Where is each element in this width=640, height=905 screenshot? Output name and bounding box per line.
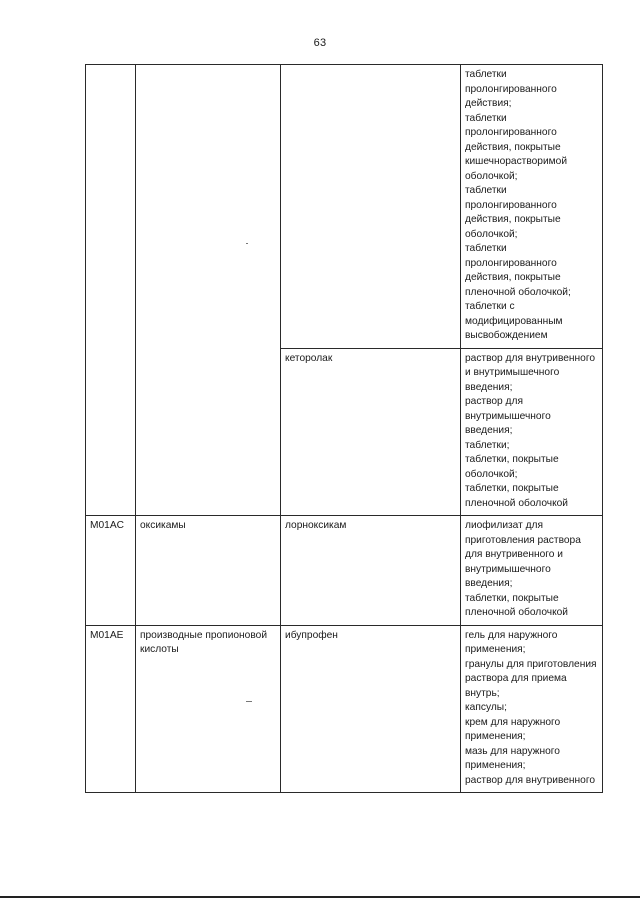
dosage-form: таблетки, покрытые оболочкой;	[465, 454, 559, 480]
scan-edge-line	[0, 896, 640, 898]
scan-speck	[246, 701, 252, 702]
dosage-form: крем для наружного применения;	[465, 716, 561, 742]
dosage-form: таблетки, покрытые пленочной оболочкой	[465, 592, 568, 618]
inn-cell: лорноксикам	[281, 516, 461, 626]
inn-cell: кеторолак	[281, 348, 461, 516]
dosage-form: гранулы для приготовления раствора для приема внутрь;	[465, 658, 597, 699]
dosage-form: гель для наружного применения;	[465, 629, 558, 655]
dosage-form: таблетки, покрытые пленочной оболочкой	[465, 483, 568, 509]
inn-cell	[281, 65, 461, 349]
table-row	[86, 625, 603, 793]
dosage-forms-cell	[461, 348, 603, 516]
dosage-form: таблетки пролонгированного действия, покрытые пленочной оболочкой;	[465, 243, 571, 298]
dosage-forms-cell	[461, 625, 603, 793]
atc-code-cell: M01AE	[86, 625, 136, 793]
dosage-form: таблетки с модифицированным высвобождением	[465, 301, 563, 341]
atc-code-cell: M01AC	[86, 516, 136, 626]
inn-cell: ибупрофен	[281, 625, 461, 793]
dosage-form: раствор для внутривенного	[465, 774, 595, 786]
dosage-form: таблетки;	[465, 439, 510, 451]
group-cell: производные пропионовой кислоты	[136, 625, 281, 793]
dosage-form: таблетки пролонгированного действия;	[465, 69, 557, 109]
drug-table	[85, 64, 603, 793]
dosage-form: лиофилизат для приготовления раствора для внутривенного и внутримышечного введения;	[465, 520, 581, 589]
group-cell: оксикамы	[136, 516, 281, 626]
table-row	[86, 516, 603, 626]
dosage-forms-cell	[461, 65, 603, 349]
dosage-form: таблетки пролонгированного действия, покрытые кишечнорастворимой оболочкой;	[465, 112, 568, 182]
dosage-form: мазь для наружного применения;	[465, 745, 560, 771]
atc-code-cell	[86, 65, 136, 516]
page-number: 63	[313, 37, 327, 49]
scan-speck	[246, 243, 248, 244]
dosage-form: таблетки пролонгированного действия, покрытые оболочкой;	[465, 185, 561, 240]
group-cell	[136, 65, 281, 516]
dosage-form: капсулы;	[465, 702, 507, 713]
dosage-form: раствор для внутривенного и внутримышечного введения;	[465, 352, 595, 393]
dosage-forms-cell	[461, 516, 603, 626]
table-row	[86, 65, 603, 349]
dosage-form: раствор для внутримышечного введения;	[465, 396, 551, 436]
